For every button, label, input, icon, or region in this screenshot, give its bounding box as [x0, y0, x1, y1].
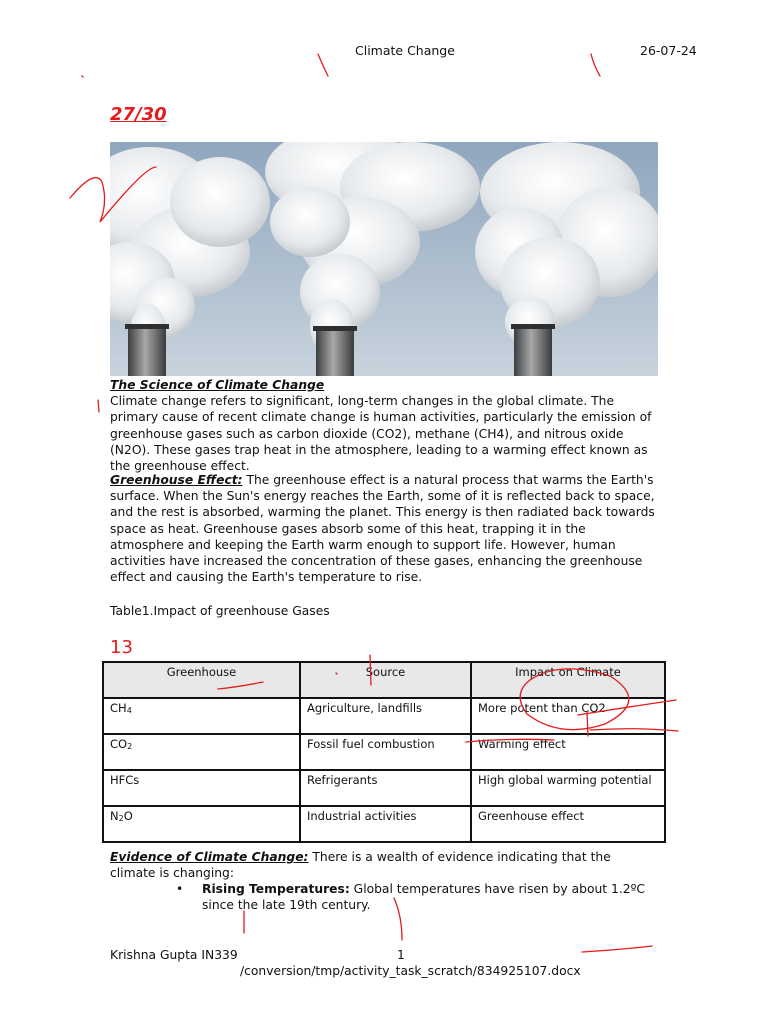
gas-name-tail: O: [123, 809, 133, 823]
document-date: 26-07-24: [640, 43, 697, 58]
bullet-text: Global temperatures have risen by about 1.2ºC since the late 19th century.: [202, 882, 645, 913]
bullet-icon: •: [176, 882, 184, 896]
footer-file-path: /conversion/tmp/activity_task_scratch/834925107.docx: [240, 964, 581, 978]
evidence-paragraph: [110, 849, 655, 881]
gas-cell: [103, 698, 300, 734]
impact-cell: Greenhouse effect: [471, 806, 665, 842]
greenhouse-gas-table: [102, 661, 666, 843]
smokestacks-photo: [110, 142, 658, 376]
annotation-line: [582, 946, 652, 952]
science-paragraph: [110, 377, 655, 474]
column-header: Greenhouse: [103, 662, 300, 698]
table-score: 13: [110, 637, 133, 658]
gas-name: HFCs: [110, 773, 140, 787]
table-row: [103, 734, 665, 770]
gas-subscript: 2: [118, 814, 124, 823]
gas-cell: [103, 770, 300, 806]
annotation-tick: [98, 400, 99, 412]
science-text: Climate change refers to significant, long-term changes in the global climate. The primary cause of recent climate change is human activities, particularly the emission of greenhouse gases such as carbon dioxide (CO2), methane (CH4), and nitrous oxide (N2O). These gases trap heat in the atmosphere, leading to a warming effect known as the greenhouse effect.: [110, 394, 652, 474]
smokestacks-illustration: [110, 142, 658, 376]
document-title: Climate Change: [355, 43, 455, 58]
footer-author: Krishna Gupta IN339: [110, 948, 238, 962]
gas-cell: [103, 806, 300, 842]
source-cell: Agriculture, landfills: [300, 698, 471, 734]
evidence-text: There is a wealth of evidence indicating that the climate is changing:: [110, 850, 611, 881]
greenhouse-text: The greenhouse effect is a natural process that warms the Earth's surface. When the Sun's energy reaches the Earth, some of it is reflected back to space, and the rest is absorbed, warming the planet. This energy is then radiated back towards space as heat. Greenhouse gases absorb some of this heat, trapping it in the atmosphere and keeping the Earth warm enough to support life. However, human activities have increased the concentration of these gases, enhancing the greenhouse effect and causing the Earth's temperature to rise.: [110, 473, 655, 585]
table-row: [103, 770, 665, 806]
greenhouse-heading: Greenhouse Effect:: [110, 473, 243, 487]
footer-page-number: 1: [397, 948, 405, 962]
list-item: [176, 881, 666, 913]
gas-subscript: 2: [127, 742, 133, 751]
science-heading: The Science of Climate Change: [110, 378, 325, 392]
evidence-heading: Evidence of Climate Change:: [110, 850, 309, 864]
bullet-label: Rising Temperatures:: [202, 882, 350, 896]
column-header: Source: [300, 662, 471, 698]
source-cell: Industrial activities: [300, 806, 471, 842]
impact-cell: More potent than CO2: [471, 698, 665, 734]
impact-cell: High global warming potential: [471, 770, 665, 806]
source-cell: Fossil fuel combustion: [300, 734, 471, 770]
gas-name: CO: [110, 737, 128, 751]
greenhouse-paragraph: [110, 472, 655, 585]
table-header-row: [103, 662, 665, 698]
annotation-dot: [82, 76, 83, 77]
gas-name: N: [110, 809, 119, 823]
annotation-tick: [591, 54, 600, 76]
column-header: Impact on Climate: [471, 662, 665, 698]
table-caption: Table1.Impact of greenhouse Gases: [110, 604, 330, 618]
gas-subscript: 4: [126, 706, 132, 715]
grade-score: 27/30: [110, 104, 167, 125]
gas-name: CH: [110, 701, 127, 715]
annotation-tick: [318, 54, 328, 76]
table-row: [103, 806, 665, 842]
table-row: [103, 698, 665, 734]
gas-cell: [103, 734, 300, 770]
impact-cell: Warming effect: [471, 734, 665, 770]
source-cell: Refrigerants: [300, 770, 471, 806]
